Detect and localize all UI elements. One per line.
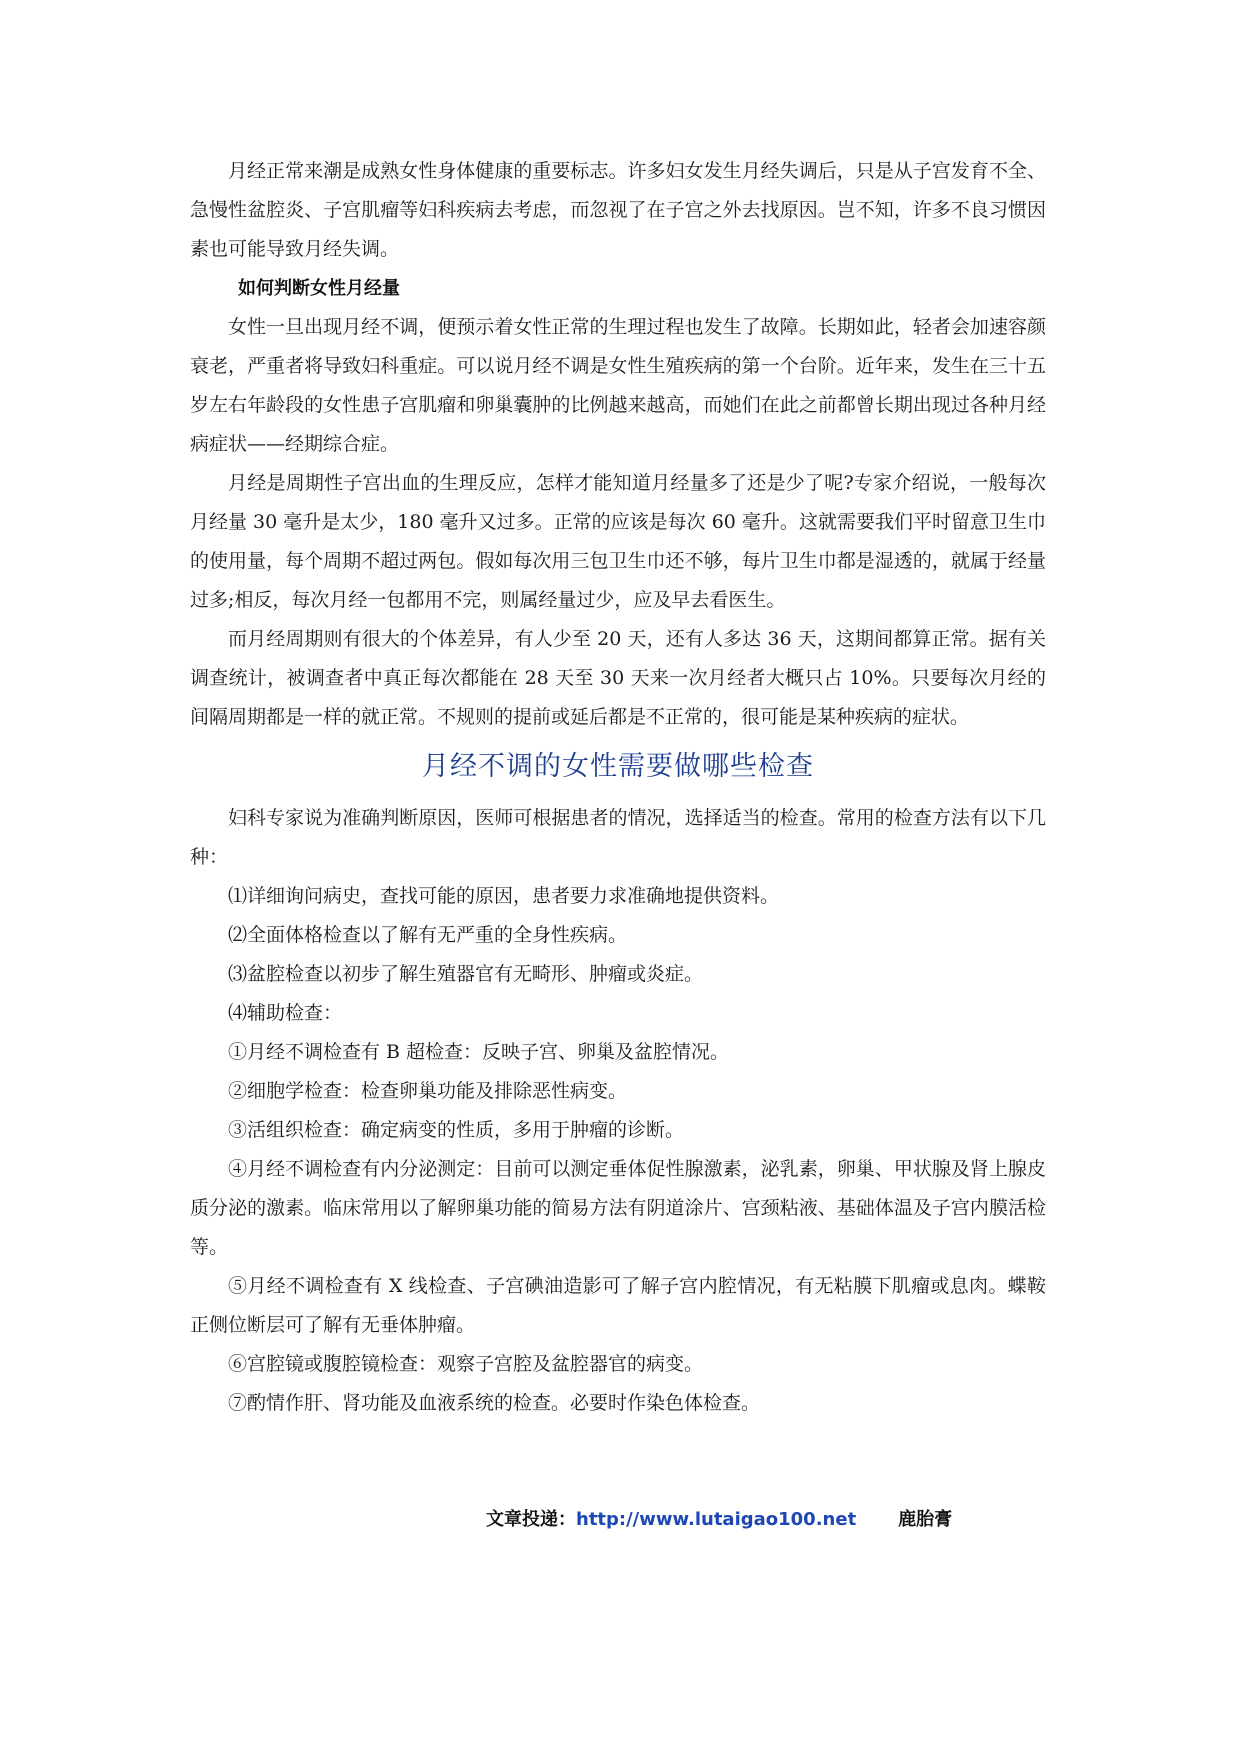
footer-brand: 鹿胎膏 — [898, 1509, 953, 1530]
sub-list-item: ⑤月经不调检查有 X 线检查、子宫碘油造影可了解子宫内腔情况，有无粘膜下肌瘤或息肉。蝶鞍正侧位断层可了解有无垂体肿瘤。 — [190, 1275, 1046, 1336]
list-item: ⑴详细询问病史，查找可能的原因，患者要力求准确地提供资料。 — [228, 885, 780, 907]
footer-link[interactable]: http://www.lutaigao100.net — [576, 1509, 857, 1530]
list-item: ⑵全面体格检查以了解有无严重的全身性疾病。 — [228, 924, 628, 946]
list-item: ⑶盆腔检查以初步了解生殖器官有无畸形、肿瘤或炎症。 — [228, 963, 704, 985]
paragraph-volume: 月经是周期性子宫出血的生理反应，怎样才能知道月经量多了还是少了呢?专家介绍说，一般每次月经量 30 毫升是太少，180 毫升又过多。正常的应该是每次 60 毫升。这就需要我们平时留意卫生巾的使用量，每个周期不超过两包。假如每次用三包卫生巾还不够，每片卫生巾都是湿透的，就属于经量过多;相反，每次月经一包都用不完，则属经量过少，应及早去看医生。 — [190, 472, 1046, 611]
sub-list-item: ④月经不调检查有内分泌测定：目前可以测定垂体促性腺激素，泌乳素，卵巢、甲状腺及肾上腺皮质分泌的激素。临床常用以了解卵巢功能的简易方法有阴道涂片、宫颈粘液、基础体温及子宫内膜活检等。 — [190, 1158, 1046, 1258]
paragraph-irregularity: 女性一旦出现月经不调，便预示着女性正常的生理过程也发生了故障。长期如此，轻者会加速容颜衰老，严重者将导致妇科重症。可以说月经不调是女性生殖疾病的第一个台阶。近年来，发生在三十五岁左右年龄段的女性患子宫肌瘤和卵巢囊肿的比例越来越高，而她们在此之前都曾长期出现过各种月经病症状——经期综合症。 — [190, 316, 1046, 455]
sub-list-item: ⑥宫腔镜或腹腔镜检查：观察子宫腔及盆腔器官的病变。 — [228, 1353, 704, 1375]
paragraph-exam-intro: 妇科专家说为准确判断原因，医师可根据患者的情况，选择适当的检查。常用的检查方法有以下几种： — [190, 807, 1046, 868]
footer-label: 文章投递： — [486, 1509, 576, 1530]
list-item: ⑷辅助检查： — [228, 1002, 343, 1024]
intro-paragraph: 月经正常来潮是成熟女性身体健康的重要标志。许多妇女发生月经失调后，只是从子宫发育不全、急慢性盆腔炎、子宫肌瘤等妇科疾病去考虑，而忽视了在子宫之外去找原因。岂不知，许多不良习惯因素也可能导致月经失调。 — [190, 160, 1046, 260]
footer — [486, 1504, 952, 1536]
article-body — [190, 152, 1046, 1423]
sub-list-item: ①月经不调检查有 B 超检查：反映子宫、卵巢及盆腔情况。 — [228, 1041, 730, 1063]
sub-list-item: ③活组织检查：确定病变的性质，多用于肿瘤的诊断。 — [228, 1119, 685, 1141]
sub-list-item: ②细胞学检查：检查卵巢功能及排除恶性病变。 — [228, 1080, 628, 1102]
section-heading-examinations: 月经不调的女性需要做哪些检查 — [422, 751, 814, 782]
sub-list-item: ⑦酌情作肝、肾功能及血液系统的检查。必要时作染色体检查。 — [228, 1392, 761, 1414]
section-heading-menstrual-volume: 如何判断女性月经量 — [238, 278, 400, 299]
paragraph-cycle: 而月经周期则有很大的个体差异，有人少至 20 天，还有人多达 36 天，这期间都算正常。据有关调查统计，被调查者中真正每次都能在 28 天至 30 天来一次月经者大概只占 10%。只要每次月经的间隔周期都是一样的就正常。不规则的提前或延后都是不正常的，很可能是某种疾病的症状。 — [190, 628, 1046, 728]
